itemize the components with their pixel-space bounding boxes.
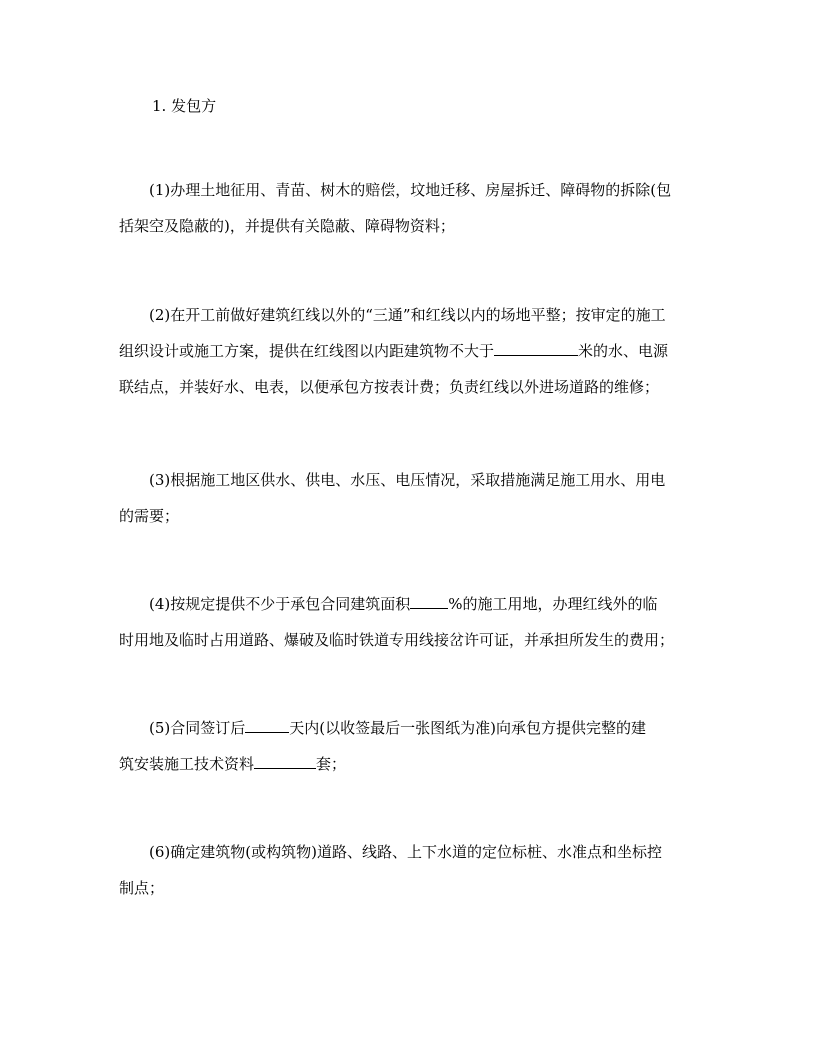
paragraph-1-line-2: 括架空及隐蔽的)，并提供有关隐蔽、障碍物资料； <box>119 217 455 235</box>
paragraph-3 <box>119 462 699 534</box>
paragraph-2-line-3: 联结点，并装好水、电表，以便承包方按表计费；负责红线以外进场道路的维修； <box>119 378 660 396</box>
paragraph-4-line-2: 时用地及临时占用道路、爆破及临时铁道专用线接岔许可证，并承担所发生的费用； <box>119 631 675 649</box>
paragraph-6-line-1: (6)确定建筑物(或构筑物)道路、线路、上下水道的定位标桩、水准点和坐标控 <box>149 843 662 861</box>
paragraph-4-line-1: (4)按规定提供不少于承包合同建筑面积 %的施工用地，办理红线外的临 <box>119 586 699 622</box>
paragraph-1-line-1: (1)办理土地征用、青苗、树木的赔偿，坟地迁移、房屋拆迁、障碍物的拆除(包 <box>149 181 672 199</box>
paragraph-6-line-2: 制点； <box>119 879 165 897</box>
paragraph-5-line-2: 筑安装施工技术资料 套； <box>119 746 699 782</box>
paragraph-3-line-2: 的需要； <box>119 507 180 525</box>
paragraph-6 <box>119 834 699 906</box>
paragraph-4 <box>119 586 699 658</box>
section-heading: 1. 发包方 <box>152 97 217 115</box>
days-blank[interactable] <box>245 716 289 733</box>
area-percent-blank[interactable] <box>410 592 448 609</box>
paragraph-3-line-1: (3)根据施工地区供水、供电、水压、电压情况，采取措施满足施工用水、用电 <box>149 471 666 489</box>
paragraph-1 <box>119 172 699 244</box>
distance-blank[interactable] <box>494 339 578 356</box>
paragraph-5 <box>119 710 699 782</box>
paragraph-2-line-2: 组织设计或施工方案，提供在红线图以内距建筑物不大于 米的水、电源 <box>119 333 699 369</box>
sets-blank[interactable] <box>254 752 316 769</box>
paragraph-2-line-1: (2)在开工前做好建筑红线以外的“三通”和红线以内的场地平整；按审定的施工 <box>149 306 666 324</box>
paragraph-2 <box>119 297 699 405</box>
paragraph-5-line-1: (5)合同签订后 天内(以收签最后一张图纸为准)向承包方提供完整的建 <box>119 710 699 746</box>
